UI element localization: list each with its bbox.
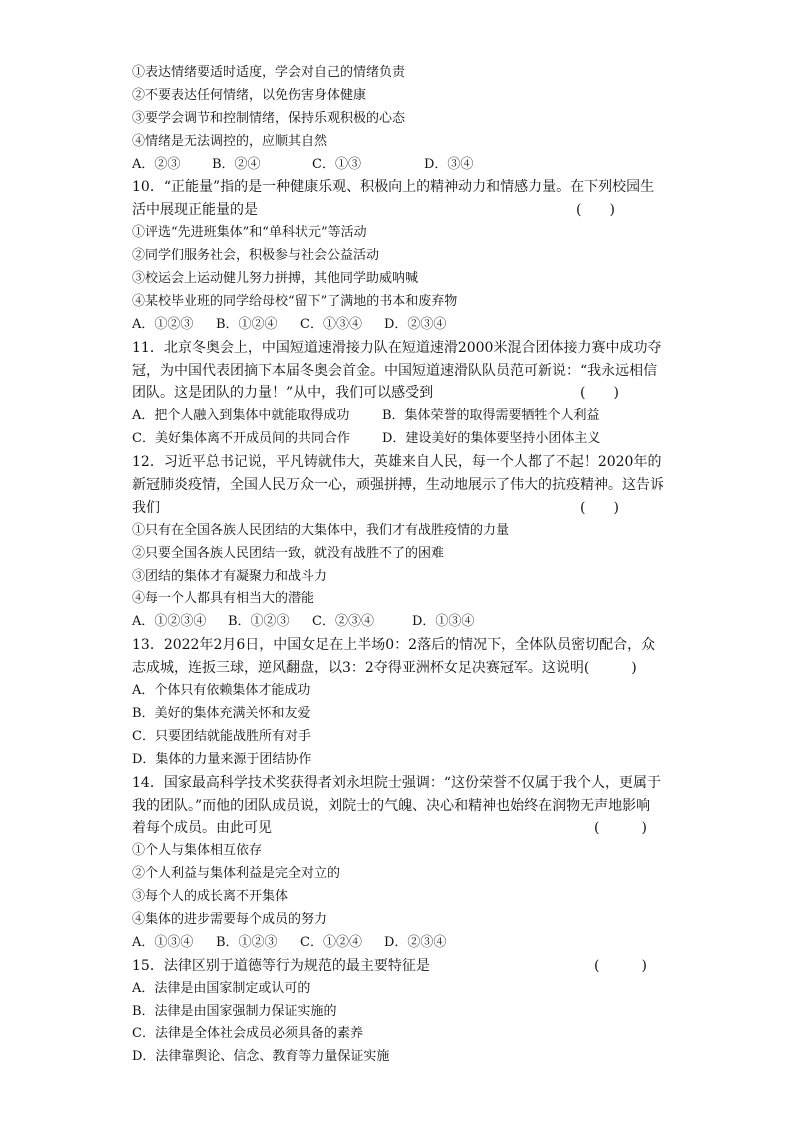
q10-answer-paren: ( ) xyxy=(576,202,615,219)
q11-option-c: C．美好集体离不开成员间的共同合作 xyxy=(132,431,350,447)
q12-option-c: C．②③④ xyxy=(312,614,374,630)
q10-stem-line-1: 10．“正能量”指的是一种健康乐观、积极向上的精神动力和情感力量。在下列校园生 xyxy=(132,179,655,196)
q11-stem-line-3 xyxy=(132,382,672,405)
q10-item-4: ④某校毕业班的同学给母校“留下”了满地的书本和废弃物 xyxy=(132,293,458,309)
q12-option-b: B．①②③ xyxy=(228,614,290,630)
q11-stem-text: 团队。这是团队的力量！”从中，我们可以感受到 xyxy=(132,385,434,402)
q15-option-c: C．法律是全体社会成员必须具备的素养 xyxy=(132,1026,363,1042)
q13-option-b: B．美好的集体充满关怀和友爱 xyxy=(132,705,311,721)
q12-item-2: ②只要全国各族人民团结一致，就没有战胜不了的困难 xyxy=(132,545,445,561)
q14-stem-line-3 xyxy=(132,817,672,840)
q15-option-a: A．法律是由国家制定或认可的 xyxy=(132,980,311,996)
q11-stem-line-2: 冠，为中国代表团摘下本届冬奥会首金。中国短道速滑队队员范可新说：“我永远相信 xyxy=(132,362,658,379)
q10-option-d: D．②③④ xyxy=(384,316,447,332)
q14-option-b: B．①②③ xyxy=(216,934,278,950)
q13-option-c: C．只要团结就能战胜所有对手 xyxy=(132,728,311,744)
q10-option-b: B．①②④ xyxy=(216,316,278,332)
q11-option-a: A．把个人融入到集体中就能取得成功 xyxy=(132,408,350,424)
q12-stem-line-2: 新冠肺炎疫情，全国人民万众一心，顽强拼搏，生动地展示了伟大的抗疫精神。这告诉 xyxy=(132,477,664,494)
q9-item-1: ①表达情绪要适时适度，学会对自己的情绪负责 xyxy=(132,65,406,80)
q13-option-a: A．个体只有依赖集体才能成功 xyxy=(132,683,311,699)
q15-answer-paren: ( ) xyxy=(594,957,647,974)
q11-options-row-1 xyxy=(132,405,672,428)
exam-page xyxy=(132,62,672,1069)
q14-item-1: ①个人与集体相互依存 xyxy=(132,843,263,859)
q12-item-3: ③团结的集体才有凝聚力和战斗力 xyxy=(132,568,328,584)
q12-item-1: ①只有在全国各族人民团结的大集体中，我们才有战胜疫情的力量 xyxy=(132,522,510,538)
q14-item-4: ④集体的进步需要每个成员的努力 xyxy=(132,911,328,927)
q14-option-d: D．②③④ xyxy=(384,934,447,950)
q11-option-d: D．建设美好的集体要坚持小团体主义 xyxy=(382,431,601,447)
q13-stem-line-2: 志成城，连扳三球，逆风翻盘，以3：2夺得亚洲杯女足决赛冠军。这说明( ) xyxy=(132,660,637,677)
q10-option-a: A．①②③ xyxy=(132,316,194,332)
q14-options xyxy=(132,932,672,955)
q9-item-3: ③要学会调节和控制情绪，保持乐观积极的心态 xyxy=(132,110,406,126)
q10-stem-line-2 xyxy=(132,199,672,222)
q15-stem-line-1 xyxy=(132,955,672,978)
q9-option-c: C．①③ xyxy=(312,156,361,172)
q12-options xyxy=(132,611,672,634)
q9-option-b: B．②④ xyxy=(212,156,261,172)
q11-answer-paren: ( ) xyxy=(580,385,619,402)
q9-option-d: D．③④ xyxy=(424,156,474,172)
q12-option-a: A．①②③④ xyxy=(132,614,207,630)
q12-answer-paren: ( ) xyxy=(580,499,619,516)
q12-stem-line-1: 12．习近平总书记说，平凡铸就伟大，英雄来自人民，每一个人都了不起！2020年的 xyxy=(132,454,662,471)
q13-option-d: D．集体的力量来源于团结协作 xyxy=(132,751,312,767)
q11-stem-line-1: 11．北京冬奥会上，中国短道速滑接力队在短道速滑2000米混合团体接力赛中成功夺 xyxy=(132,339,662,356)
q14-item-3: ③每个人的成长离不开集体 xyxy=(132,889,289,905)
q13-stem-line-1: 13．2022年2月6日，中国女足在上半场0：2落后的情况下，全体队员密切配合，众 xyxy=(132,637,656,654)
q10-item-1: ①评选“先进班集体”和“单科状元”等活动 xyxy=(132,225,367,241)
q12-stem-line-3 xyxy=(132,497,672,520)
q12-option-d: D．①③④ xyxy=(412,614,475,630)
q9-options xyxy=(132,154,672,177)
q12-item-4: ④每一个人都具有相当大的潜能 xyxy=(132,591,315,607)
q12-stem-text: 我们 xyxy=(132,499,160,516)
q10-options xyxy=(132,314,672,337)
q10-item-3: ③校运会上运动健儿努力拼搏，其他同学助威呐喊 xyxy=(132,271,419,287)
q9-item-4: ④情绪是无法调控的，应顺其自然 xyxy=(132,133,328,149)
q15-stem-text: 15．法律区别于道德等行为规范的最主要特征是 xyxy=(132,957,430,974)
q14-stem-line-1: 14．国家最高科学技术奖获得者刘永坦院士强调：“这份荣誉不仅属于我个人，更属于 xyxy=(132,774,661,791)
q11-options-row-2 xyxy=(132,428,672,451)
q10-item-2: ②同学们服务社会，积极参与社会公益活动 xyxy=(132,248,380,264)
q9-option-a: A．②③ xyxy=(132,156,181,172)
q10-option-c: C．①③④ xyxy=(300,316,362,332)
q9-item-2: ②不要表达任何情绪，以免伤害身体健康 xyxy=(132,87,367,103)
q15-option-d: D．法律靠舆论、信念、教育等力量保证实施 xyxy=(132,1049,390,1065)
q10-stem-text: 活中展现正能量的是 xyxy=(132,202,258,219)
q11-option-b: B．集体荣誉的取得需要牺牲个人利益 xyxy=(382,408,600,424)
q14-stem-text: 着每个成员。由此可见 xyxy=(132,820,272,837)
q14-option-c: C．①②④ xyxy=(300,934,362,950)
q14-answer-paren: ( ) xyxy=(594,820,647,837)
q14-item-2: ②个人利益与集体利益是完全对立的 xyxy=(132,866,341,882)
q14-option-a: A．①③④ xyxy=(132,934,194,950)
q14-stem-line-2: 我的团队。”而他的团队成员说，刘院士的气魄、决心和精神也始终在润物无声地影响 xyxy=(132,797,651,814)
q15-option-b: B．法律是由国家强制力保证实施的 xyxy=(132,1003,337,1019)
